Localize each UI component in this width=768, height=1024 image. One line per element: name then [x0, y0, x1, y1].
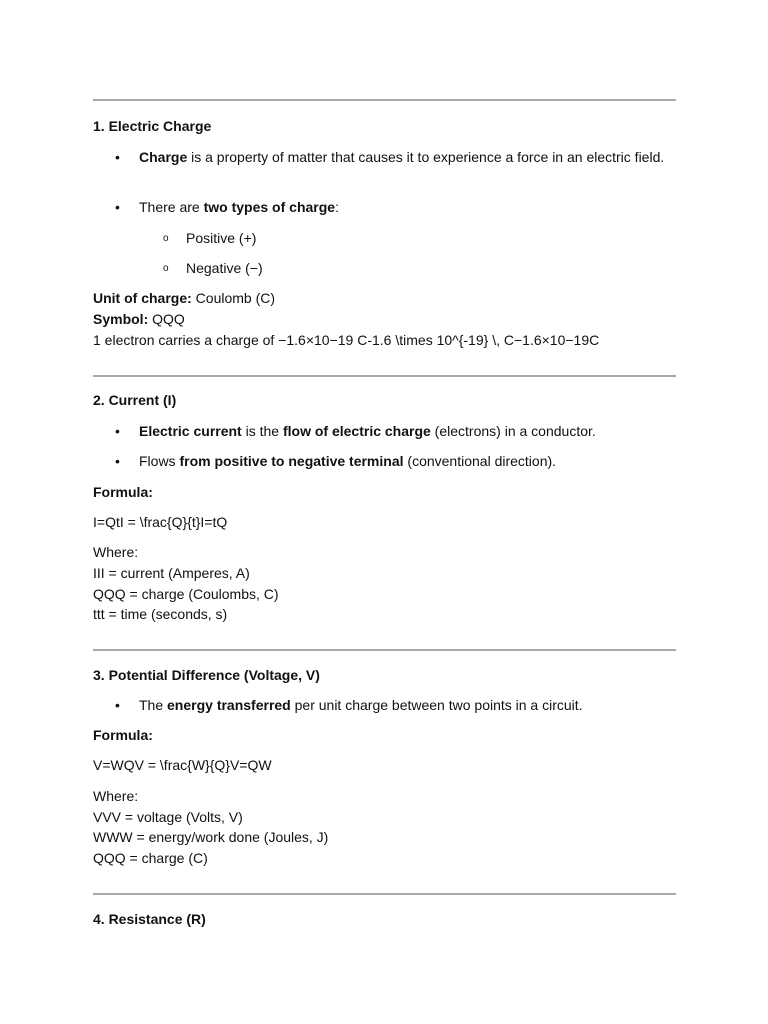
symbol-line: [93, 311, 185, 328]
list-item-text: (conventional direction).: [403, 453, 557, 469]
bold-term: from positive to negative terminal: [179, 453, 404, 469]
list-item-text: :: [335, 199, 339, 215]
divider: [93, 893, 676, 895]
formula-label: Formula:: [93, 484, 153, 500]
section-heading-current: 2. Current (I): [93, 392, 177, 408]
sub-bullet-icon: o: [163, 233, 169, 244]
electron-charge-line: 1 electron carries a charge of −1.6×10−19 C-1.6 \times 10^{-19} \, C−1.6×10−19C: [93, 332, 600, 348]
formula-label: Formula:: [93, 727, 153, 743]
where-label: Where:: [93, 788, 139, 804]
bold-term: Charge: [139, 149, 188, 165]
list-item-energy-transferred: [139, 697, 583, 714]
bullet-icon: •: [115, 423, 120, 439]
section-heading-potential-difference: 3. Potential Difference (Voltage, V): [93, 667, 320, 683]
list-item-text: (electrons) in a conductor.: [430, 423, 596, 439]
bold-term: two types of charge: [203, 199, 336, 215]
list-item-text: There are: [139, 199, 204, 215]
list-item-text: per unit charge between two points in a circuit.: [290, 697, 583, 713]
sub-list-item-positive: Positive (+): [186, 230, 257, 246]
definition-charge: QQQ = charge (C): [93, 850, 208, 866]
definition-voltage: VVV = voltage (Volts, V): [93, 809, 243, 825]
section-heading-resistance: 4. Resistance (R): [93, 911, 206, 927]
bullet-icon: •: [115, 149, 120, 165]
sub-bullet-icon: o: [163, 263, 169, 274]
definition-current: III = current (Amperes, A): [93, 565, 250, 581]
definition-energy: WWW = energy/work done (Joules, J): [93, 829, 329, 845]
section-heading-electric-charge: 1. Electric Charge: [93, 118, 212, 134]
bullet-icon: •: [115, 199, 120, 215]
list-item-current-definition: [139, 423, 596, 440]
bold-label: Symbol:: [93, 311, 149, 327]
where-label: Where:: [93, 544, 139, 560]
list-item-text: The: [139, 697, 168, 713]
formula-voltage: V=WQV = \frac{W}{Q}V=QW: [93, 757, 272, 773]
bold-term: flow of electric charge: [282, 423, 431, 439]
list-item-text: Flows: [139, 453, 180, 469]
bullet-icon: •: [115, 697, 120, 713]
value-text: QQQ: [148, 311, 185, 327]
unit-of-charge-line: [93, 290, 275, 307]
divider: [93, 375, 676, 377]
divider: [93, 99, 676, 101]
bold-term: energy transferred: [167, 697, 291, 713]
list-item-text: is a property of matter that causes it to experience a force in an electric field.: [187, 149, 665, 165]
list-item-text: is the: [241, 423, 283, 439]
value-text: Coulomb (C): [191, 290, 276, 306]
definition-charge: QQQ = charge (Coulombs, C): [93, 586, 279, 602]
list-item-two-types: [139, 199, 339, 216]
bold-label: Unit of charge:: [93, 290, 192, 306]
bullet-icon: •: [115, 453, 120, 469]
list-item-charge-definition: [139, 147, 669, 167]
divider: [93, 649, 676, 651]
definition-time: ttt = time (seconds, s): [93, 606, 228, 622]
sub-list-item-negative: Negative (−): [186, 260, 263, 276]
formula-current: I=QtI = \frac{Q}{t}I=tQ: [93, 514, 228, 530]
list-item-flow-direction: [139, 453, 556, 470]
bold-term: Electric current: [139, 423, 242, 439]
